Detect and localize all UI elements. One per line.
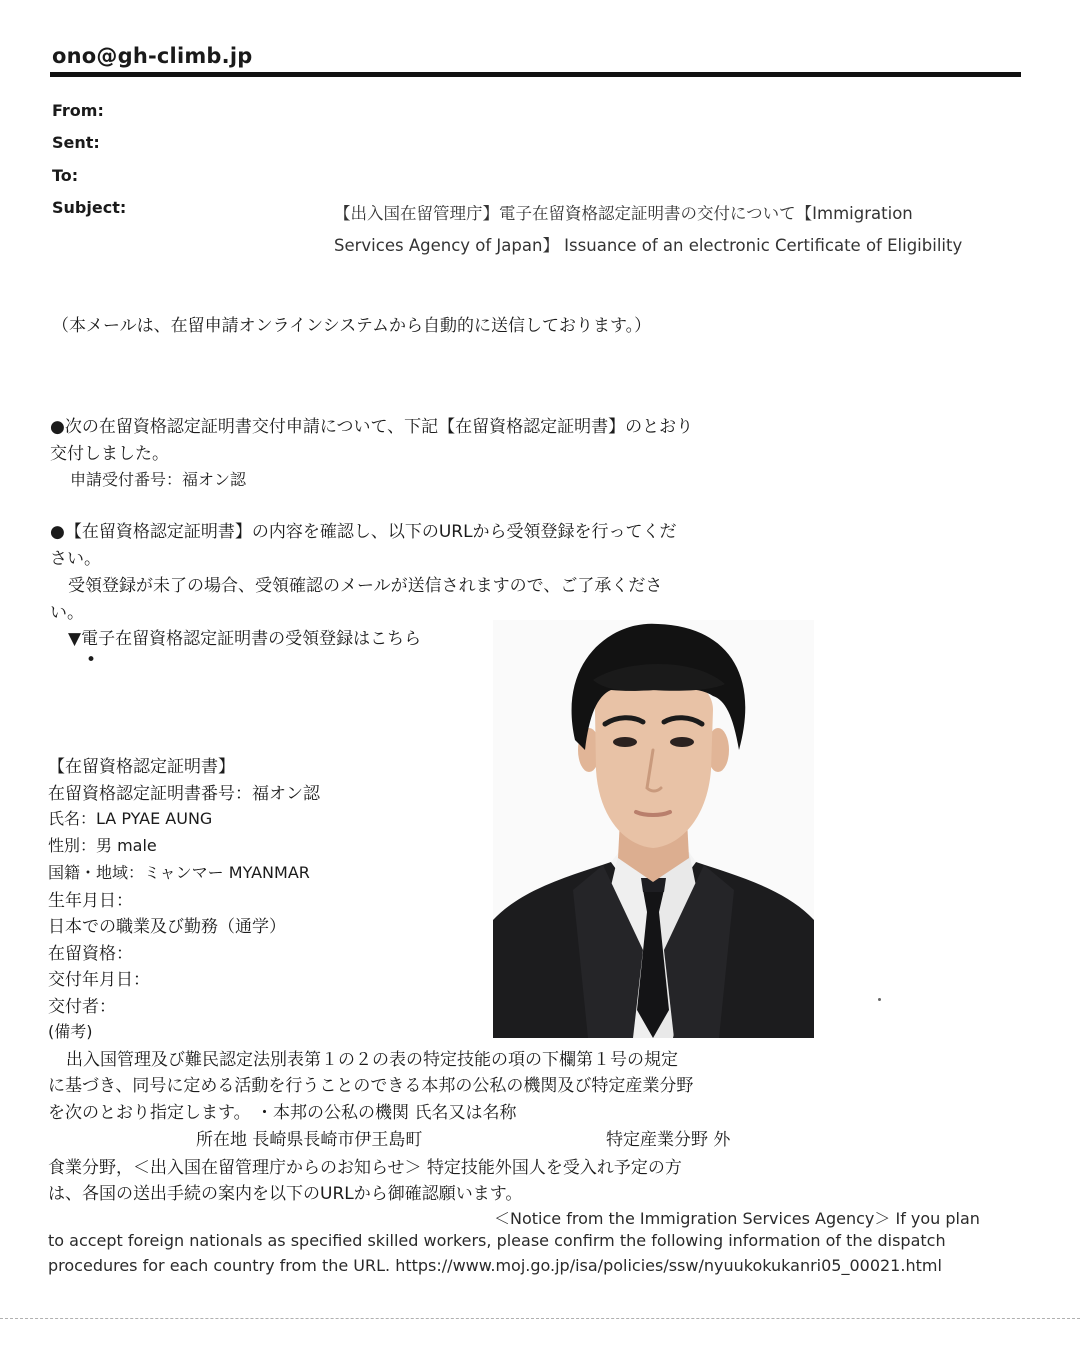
id-photo	[493, 620, 814, 1038]
auto-send-notice: （本メールは、在留申請オンラインシステムから自動的に送信しております。）	[52, 316, 652, 336]
remarks-line-1: 出入国管理及び難民認定法別表第１の２の表の特定技能の項の下欄第１号の規定	[66, 1050, 678, 1070]
subject-line-2: Services Agency of Japan】 Issuance of an electronic Certificate of Eligibility	[334, 236, 963, 255]
confirm-paragraph-line-4: い。	[50, 603, 84, 623]
issuance-paragraph-line-1: ●次の在留資格認定証明書交付申請について、下記【在留資格認定証明書】のとおり	[50, 417, 694, 437]
sent-label: Sent:	[52, 133, 100, 152]
link-bullet: •	[86, 650, 97, 670]
sender-email: ono@gh-climb.jp	[52, 44, 253, 68]
certificate-number: 在留資格認定証明書番号：福オン認	[48, 784, 320, 804]
page-bottom-edge	[0, 1318, 1080, 1319]
remarks-line-3: を次のとおり指定します。 ・本邦の公私の機関 氏名又は名称	[48, 1103, 517, 1123]
from-label: From:	[52, 101, 104, 120]
portrait-illustration	[493, 620, 814, 1038]
certificate-title: 【在留資格認定証明書】	[48, 757, 235, 777]
to-label: To:	[52, 166, 79, 185]
holder-name: 氏名：LA PYAE AUNG	[48, 809, 213, 828]
subject-line-1: 【出入国在留管理庁】電子在留資格認定証明書の交付について【Immigration	[334, 204, 913, 223]
confirm-paragraph-line-2: さい。	[50, 549, 101, 569]
remarks-field: 特定産業分野 外	[606, 1130, 731, 1150]
subject-label: Subject:	[52, 198, 127, 217]
remarks-line-6: は、各国の送出手続の案内を以下のURLから御確認願います。	[48, 1184, 523, 1204]
holder-gender: 性別：男 male	[48, 836, 157, 855]
issuance-paragraph-line-2: 交付しました。	[50, 444, 169, 464]
confirm-paragraph-line-1: ●【在留資格認定証明書】の内容を確認し、以下のURLから受領登録を行ってくだ	[50, 522, 677, 542]
notice-line-1: ＜Notice from the Immigration Services Agency＞ If you plan	[494, 1209, 980, 1228]
header-divider	[50, 72, 1021, 77]
application-number: 申請受付番号：福オン認	[70, 470, 247, 489]
receipt-registration-link[interactable]: ▼電子在留資格認定証明書の受領登録はこちら	[68, 629, 422, 649]
holder-nationality: 国籍・地域：ミャンマー MYANMAR	[48, 863, 310, 882]
issuer: 交付者：	[48, 997, 116, 1017]
remarks-line-2: に基づき、同号に定める活動を行うことのできる本邦の公私の機関及び特定産業分野	[48, 1076, 694, 1096]
notice-line-3-with-url[interactable]: procedures for each country from the URL. https://www.moj.go.jp/isa/policies/ssw/nyuukokukanri05_00021.html	[48, 1256, 942, 1275]
confirm-paragraph-line-3: 受領登録が未了の場合、受領確認のメールが送信されますので、ご了承くださ	[68, 576, 663, 596]
notice-line-2: to accept foreign nationals as specified skilled workers, please confirm the following information of the dispatch	[48, 1231, 946, 1250]
remarks-location: 所在地 長崎県長崎市伊王島町	[196, 1130, 423, 1150]
holder-occupation: 日本での職業及び勤務（通学）	[48, 917, 286, 937]
remarks-line-5: 食業分野，＜出入国在留管理庁からのお知らせ＞ 特定技能外国人を受入れ予定の方	[48, 1158, 682, 1178]
residence-status: 在留資格：	[48, 944, 133, 964]
holder-birthdate: 生年月日：	[48, 891, 133, 911]
remarks-label: (備考)	[48, 1022, 93, 1041]
scan-speck	[878, 998, 881, 1001]
issue-date: 交付年月日：	[48, 970, 150, 990]
